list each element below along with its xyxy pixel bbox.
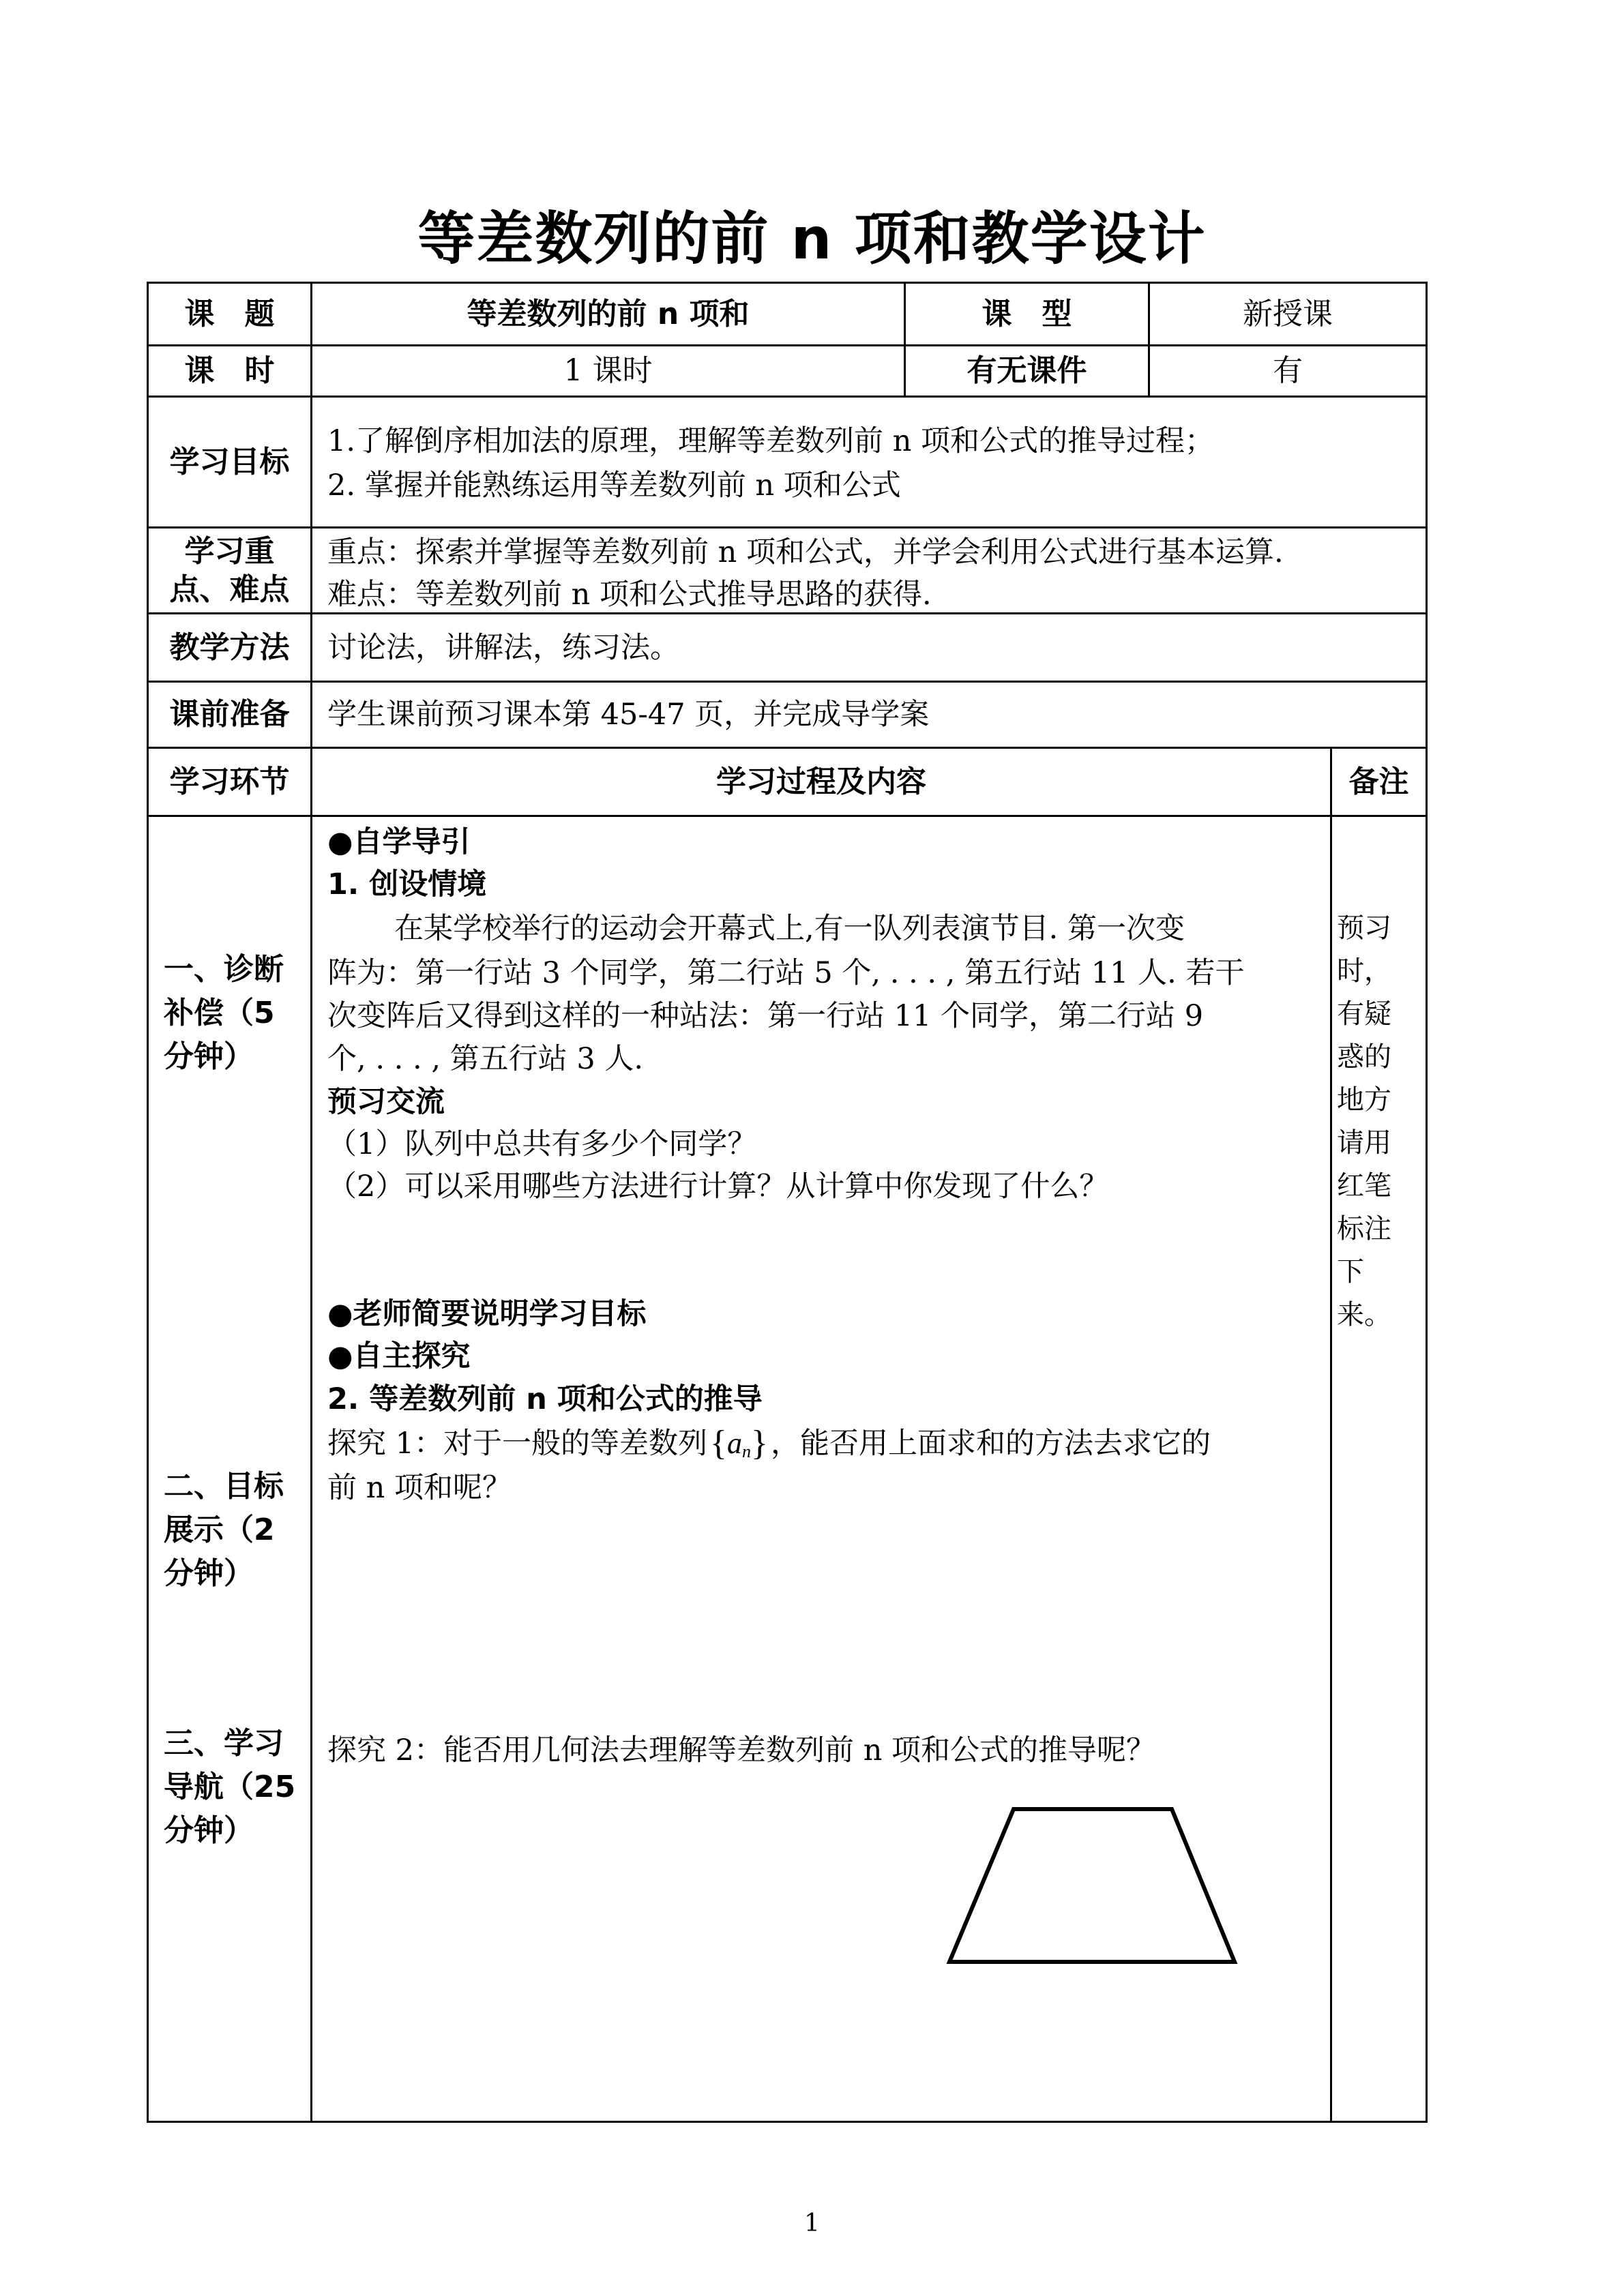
type-value: 新授课 [1243,296,1333,331]
key-points-label: 学习重 点、难点 [169,533,290,607]
notes-header: 备注 [1348,764,1409,799]
page-title: 等差数列的前 n 项和教学设计 [417,205,1207,272]
methods-value: 讨论法，讲解法，练习法。 [327,631,679,665]
trapezoid-figure [941,1800,1248,1978]
stage-2: 二、目标 展示（2 分钟） [164,1469,284,1591]
scenario-line-2: 阵为：第一行站 3 个同学，第二行站 5 个, . . . , 第五行站 11 人. 若干 [327,956,1245,990]
self-study-heading: ●自学导引 [327,825,471,859]
scenario-line-4: 个, . . . , 第五行站 3 人. [327,1042,644,1076]
notes-text: 预习 时， 有疑 惑的 地方 请用 红笔 标注 下 来。 [1337,912,1391,1330]
objective-2: 2. 掌握并能熟练运用等差数列前 n 项和公式 [327,468,901,503]
question-2: （2）可以采用哪些方法进行计算？从计算中你发现了什么？ [327,1169,1109,1204]
scenario-line-1: 在某学校举行的运动会开幕式上,有一队列表演节目. 第一次变 [394,912,1185,946]
topic-value: 等差数列的前 n 项和 [467,296,750,331]
objectives-label: 学习目标 [169,444,290,479]
explore-1-line: 探究 1：对于一般的等差数列 { a n } ，能否用上面求和的方法去求它的 [327,1422,1211,1465]
trapezoid-shape [949,1809,1235,1962]
stage-1: 一、诊断 补偿（5 分钟） [164,952,284,1074]
section-1-heading: 1. 创设情境 [327,867,487,901]
methods-label: 教学方法 [169,629,290,665]
objective-1: 1.了解倒序相加法的原理，理解等差数列前 n 项和公式的推导过程； [327,424,1215,458]
courseware-value: 有 [1273,353,1303,388]
teacher-heading: ●老师简要说明学习目标 [327,1297,647,1331]
sequence-notation: { a n } [710,1424,768,1463]
page-number: 1 [804,2209,820,2237]
difficult-point: 难点：等差数列前 n 项和公式推导思路的获得. [327,578,932,612]
period-label: 课 时 [184,353,275,388]
scenario-line-3: 次变阵后又得到这样的一种站法：第一行站 11 个同学，第二行站 9 [327,999,1204,1033]
courseware-label: 有无课件 [966,353,1087,388]
topic-label: 课 题 [184,296,275,331]
question-1: （1）队列中总共有多少个同学？ [327,1127,757,1161]
stage-header: 学习环节 [169,764,290,799]
preparation-label: 课前准备 [169,697,290,732]
period-value: 1 课时 [563,353,653,388]
explore-2-line: 探究 2：能否用几何法去理解等差数列前 n 项和公式的推导呢？ [327,1733,1156,1768]
exchange-heading: 预习交流 [327,1085,445,1119]
stage-3: 三、学习 导航（25 分钟） [164,1726,296,1848]
section-2-heading: 2. 等差数列前 n 项和公式的推导 [327,1382,763,1416]
explore-1-line-2: 前 n 项和呢？ [327,1471,512,1505]
explore-heading: ●自主探究 [327,1339,471,1373]
key-point: 重点：探索并掌握等差数列前 n 项和公式，并学会利用公式进行基本运算. [327,535,1284,569]
type-label: 课 型 [981,296,1072,331]
preparation-value: 学生课前预习课本第 45-47 页，并完成导学案 [327,698,930,732]
content-header: 学习过程及内容 [716,764,926,799]
